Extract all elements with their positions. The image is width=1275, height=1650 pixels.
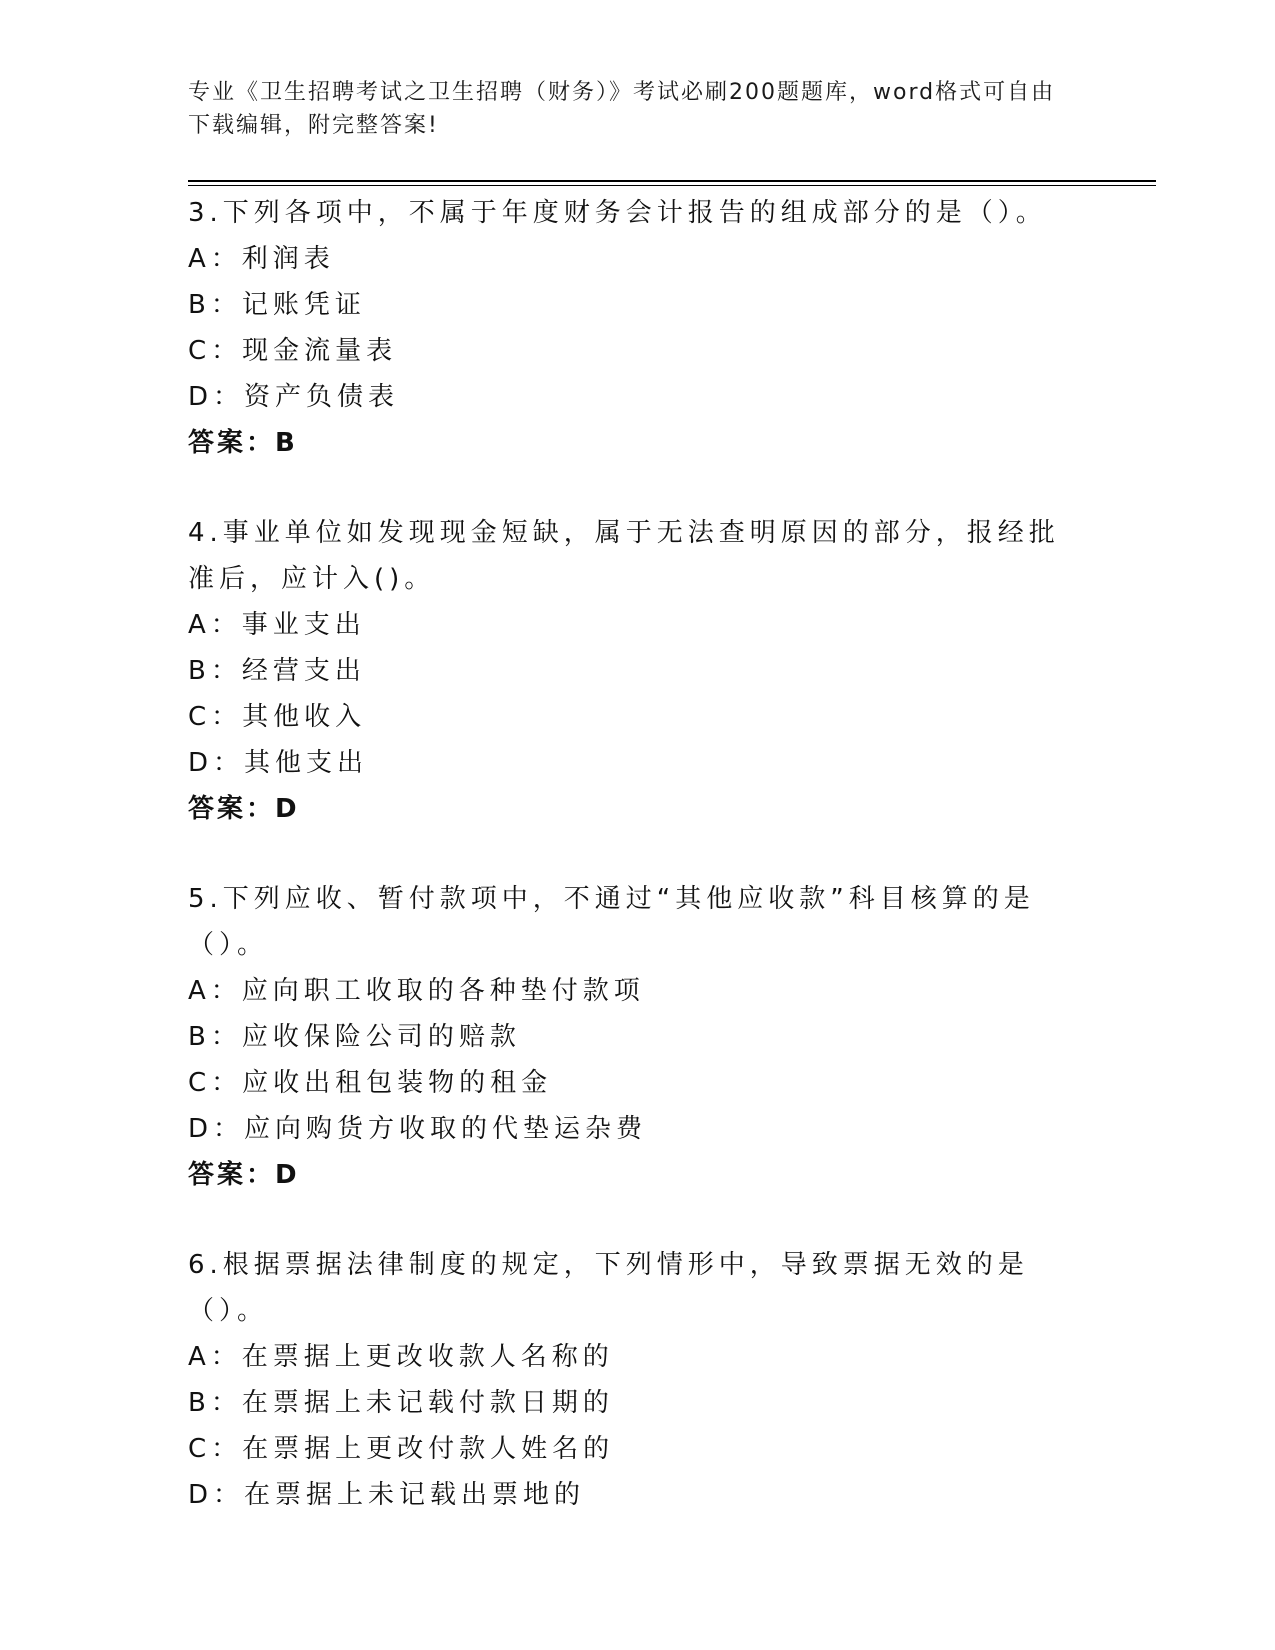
option-b: B：在票据上未记载付款日期的 bbox=[188, 1388, 614, 1418]
option-c: C：应收出租包装物的租金 bbox=[188, 1068, 553, 1098]
question-list bbox=[188, 190, 1088, 1562]
option-d: D：资产负债表 bbox=[188, 382, 400, 412]
question-3 bbox=[188, 190, 1088, 466]
question-4 bbox=[188, 510, 1088, 832]
question-stem: 3.下列各项中，不属于年度财务会计报告的组成部分的是（）。 bbox=[188, 198, 1047, 228]
question-5 bbox=[188, 876, 1088, 1198]
option-a: A：应向职工收取的各种垫付款项 bbox=[188, 976, 645, 1006]
question-6 bbox=[188, 1242, 1088, 1518]
header-divider-thick bbox=[188, 180, 1156, 182]
answer: 答案：B bbox=[188, 428, 298, 458]
question-stem: 6.根据票据法律制度的规定，下列情形中，导致票据无效的是（）。 bbox=[188, 1250, 1029, 1326]
option-d: D：应向购货方收取的代垫运杂费 bbox=[188, 1114, 648, 1144]
option-a: A：利润表 bbox=[188, 244, 335, 274]
answer: 答案：D bbox=[188, 794, 300, 824]
option-b: B：应收保险公司的赔款 bbox=[188, 1022, 521, 1052]
option-c: C：在票据上更改付款人姓名的 bbox=[188, 1434, 615, 1464]
option-b: B：经营支出 bbox=[188, 656, 366, 686]
option-c: C：现金流量表 bbox=[188, 336, 398, 366]
question-stem: 5.下列应收、暂付款项中，不通过“其他应收款”科目核算的是（）。 bbox=[188, 884, 1035, 960]
document-header: 专业《卫生招聘考试之卫生招聘（财务）》考试必刷200题题库，word格式可自由下载编辑，附完整答案! bbox=[188, 80, 1056, 138]
header-divider-thin bbox=[188, 185, 1156, 186]
option-d: D：在票据上未记载出票地的 bbox=[188, 1480, 586, 1510]
answer: 答案：D bbox=[188, 1160, 300, 1190]
option-d: D：其他支出 bbox=[188, 748, 369, 778]
question-stem: 4.事业单位如发现现金短缺，属于无法查明原因的部分，报经批准后，应计入()。 bbox=[188, 518, 1060, 594]
option-b: B：记账凭证 bbox=[188, 290, 366, 320]
option-a: A：事业支出 bbox=[188, 610, 366, 640]
option-a: A：在票据上更改收款人名称的 bbox=[188, 1342, 614, 1372]
option-c: C：其他收入 bbox=[188, 702, 367, 732]
